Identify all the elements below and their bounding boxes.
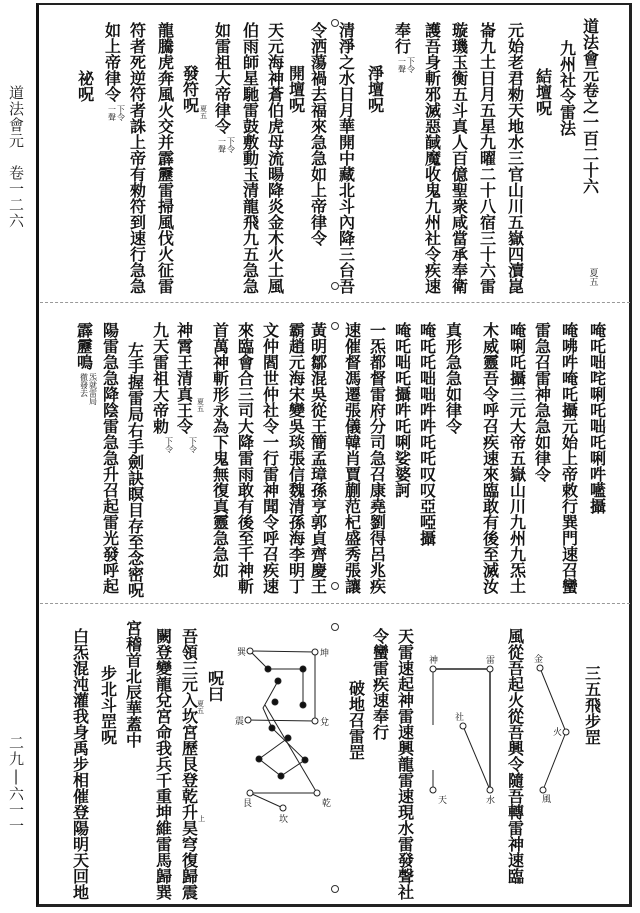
node-label: 坎 <box>279 815 289 825</box>
step-node <box>537 665 543 671</box>
text-column: 唵吒吒咄咄吽吽吒吒叹叹亞啞攝 <box>417 322 437 546</box>
step-node <box>460 723 466 729</box>
chapter-title: 道法會元卷之一百二十六 <box>580 18 600 194</box>
small-note: 炁就雷局 徹發去 <box>79 373 98 405</box>
text-column: 霸趙元海宋變吳琰張信魏清孫海李明丁 <box>286 322 306 594</box>
text-column: 黃明鄒混吳從王簡孟璋孫亨郭貞齊慶王 <box>308 322 328 594</box>
spell-heading: 步北斗罡呪 <box>98 665 118 745</box>
small-note: 下令 <box>188 437 198 453</box>
step-node <box>563 729 569 735</box>
spell-heading: 開壇呪 <box>286 65 306 113</box>
text-column: 令蠻雷疾速奉行 <box>370 628 390 740</box>
node-label: 水 <box>486 796 496 806</box>
node-label: 震 <box>235 717 245 727</box>
node-label: 乾 <box>322 799 332 809</box>
edition-note: 上 <box>197 815 206 822</box>
text-column: 左手握雷局右手劍訣瞑目存至念密呪 <box>125 342 145 598</box>
node-label: 天 <box>438 796 448 806</box>
text-column: 天雷速起神雷速興龍雷速現水雷發聲社 <box>395 628 415 900</box>
spell-heading: 祕呪 <box>75 70 95 102</box>
text-column: 木威靈吾令呼召疾速來臨敢有後至滅汝 <box>480 322 500 594</box>
text-column: 璇璣玉衡五斗真人百億聖衆咸當承奉衛 <box>449 22 469 294</box>
text-column: 九天雷祖大帝勅 下令 <box>150 322 174 453</box>
small-note: 下令 一聲 <box>217 137 236 153</box>
text-column: 崙九土日月五星九曜二十八宿三十六雷 <box>477 22 497 294</box>
spell-heading: 淨壇呪 <box>365 65 385 113</box>
text-column: 宮稽首北辰華蓋中 <box>123 620 143 748</box>
text-column: 龍騰虎奔風火交并霹靂雷掃風伐火征雷 <box>155 22 175 294</box>
text-column: 一炁都督雷府分司急召康堯劉得呂兆疾 <box>367 322 387 594</box>
text-column: 伯雨師星馳雷鼓敷動玉清龍飛九五急急 <box>240 22 260 294</box>
text-column: 神霄王清真王令 下令 <box>174 322 198 453</box>
text-column: 來臨會合三司大降雷雨敢有後至千神斬 <box>235 322 255 594</box>
edition-note: 夏五 <box>587 268 598 286</box>
book-title: 道法會元 <box>7 85 25 149</box>
small-note: 下令 <box>164 437 174 453</box>
step-node <box>487 787 493 793</box>
node-label: 巽 <box>237 648 247 658</box>
edition-note: 夏五 <box>196 700 205 714</box>
text-column: 護吾身斬邪滅惡馘魔收鬼九州社令疾速 <box>422 22 442 294</box>
step-node <box>540 787 546 793</box>
text-column: 唵唎吒攝三元大帝五嶽山川九州九炁土 <box>507 322 527 594</box>
text-column: 令洒蕩禍去福來急急如上帝律令 <box>308 22 328 246</box>
text-column: 如上帝律令 下令 一聲 <box>102 22 126 121</box>
text-column: 真形急急如律令 <box>443 322 463 434</box>
text-column: 唵吒咄咤唎吒咄吒唎吽㘕攝 <box>587 322 607 514</box>
node-label: 火 <box>553 728 563 738</box>
node-label: 社 <box>455 713 465 723</box>
text-column: 符者死逆符者誅上帝有勑符到速行急急 <box>127 22 147 294</box>
spell-heading: 呪曰 <box>205 670 225 702</box>
text-column: 雷急召雷神急急如律令 <box>532 322 552 482</box>
small-note: 下令 一聲 <box>107 105 126 121</box>
spell-heading: 結壇呪 <box>533 68 553 116</box>
text-column: 霹靂鳴 炁就雷局 徹發去 <box>74 322 98 405</box>
text-column: 唵咈吽唵吒攝元始上帝敕行巽門速召蠻 <box>559 322 579 594</box>
node-label: 神 <box>429 656 439 666</box>
node-label: 風 <box>542 795 552 805</box>
node-label: 金 <box>534 655 544 665</box>
text-column: 闕登變龍兌宮命我兵千重坤維雷馬歸巽 <box>153 628 173 900</box>
volume-label: 卷一二六 <box>7 165 25 229</box>
text-column: 文仲閻世仲社令一行雷神聞令呼召疾速 <box>260 322 280 594</box>
section-heading: 三五飛步罡 <box>582 665 602 745</box>
text-column: 如雷祖大帝律令 下令 一聲 <box>212 22 236 153</box>
edition-note: 夏五 <box>199 105 208 119</box>
step-node <box>487 666 493 672</box>
edition-note: 夏五 <box>196 398 205 412</box>
spell-heading: 發符呪 <box>180 65 200 113</box>
text-column: 天元海神蒼伯虎母流暘降炎金木火土風 <box>265 22 285 294</box>
text-column: 清淨之水日月華開中藏北斗內降三台吾 <box>336 22 356 294</box>
she-step-diagram <box>430 666 493 793</box>
text-column: 速催督馮遷張儀韓肖賈蒯范杞盛秀張讓 <box>342 322 362 594</box>
text-column: 元始老君勑天地水三官山川五嶽四瀆崑 <box>505 22 525 294</box>
section-heading: 破地召雷罡 <box>346 680 366 760</box>
node-label: 兌 <box>320 718 330 728</box>
node-label: 雷 <box>486 656 496 666</box>
text-column: 陽雷急急降陰雷急急升召起雷光發呼起 <box>100 322 120 594</box>
podi-step-diagram <box>245 648 320 811</box>
text-column: 白炁混沌灌我身禹步相催登陽明天回地 <box>70 628 90 900</box>
text-column: 風從吾起火從吾興令隨吾轉雷神速臨 <box>505 628 525 884</box>
section-heading: 九州社令雷法 <box>557 40 577 136</box>
text-column: 唵吒咄吒攝吽吒唎娑婆訶 <box>392 322 412 498</box>
step-node <box>430 666 436 672</box>
page-number: 二九|六一一 <box>7 735 25 834</box>
star-dots <box>256 666 308 779</box>
node-label: 艮 <box>243 799 253 809</box>
text-column: 吾領三元入坎宮歷艮登乾升昊穹復歸震 <box>179 628 199 900</box>
step-node <box>430 787 436 793</box>
text-column: 奉行 下令 一聲 <box>392 22 416 73</box>
node-label: 坤 <box>320 649 330 659</box>
text-column: 首萬神斬形永為下鬼無復真靈急急如 <box>210 322 230 578</box>
small-note: 下令 一聲 <box>397 57 416 73</box>
